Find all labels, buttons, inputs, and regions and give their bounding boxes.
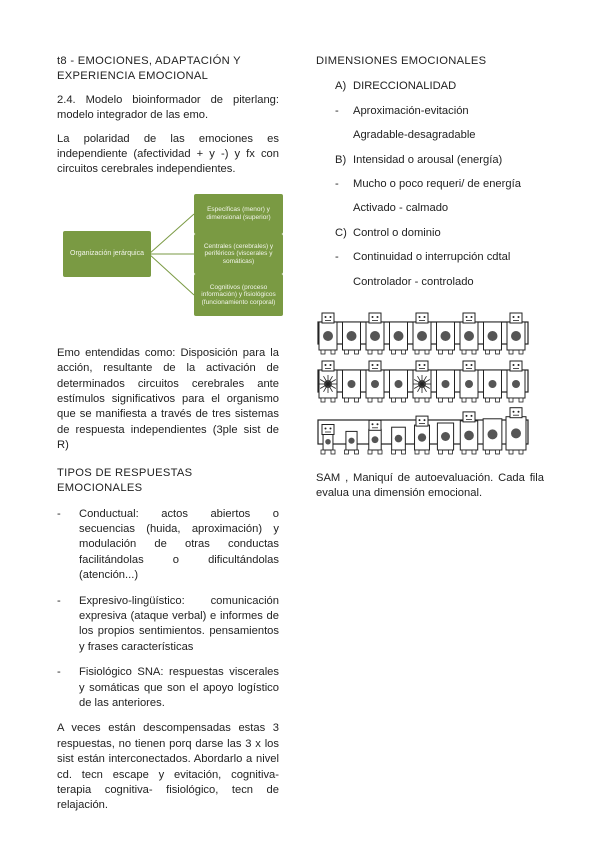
diagram-top-box xyxy=(194,194,283,234)
sam-row-1 xyxy=(318,313,528,354)
dimension-c xyxy=(335,226,544,241)
dimension-a xyxy=(335,79,544,94)
types-heading: TIPOS DE RESPUESTAS EMOCIONALES xyxy=(57,466,193,495)
dimension-b-sub1: Mucho o poco requeri/ de energía xyxy=(353,178,521,191)
list-item: - Mucho o poco requeri/ de energía xyxy=(335,177,544,192)
dimension-a-sub1: Aproximación-evitación xyxy=(353,104,469,117)
page-title-line1: t8 - EMOCIONES, ADAPTACIÓN Y xyxy=(57,55,241,67)
dimension-c-sub1: Continuidad o interrupción cdtal xyxy=(353,251,511,264)
dimension-b-sub2: Activado - calmado xyxy=(353,202,449,215)
response-types-list xyxy=(57,507,279,712)
diagram-mid-label: Centrales (cerebrales) y periféricos (viscerales y somáticas) xyxy=(203,242,274,265)
bullet-fisiologico: Fisiológico SNA: respuestas viscerales y somáticas que son el apoyo logístico de las anteriores. xyxy=(79,666,279,709)
dimension-a-sub2: Agradable-desagradable xyxy=(353,129,476,142)
list-item: - Fisiológico SNA: respuestas viscerales y somáticas que son el apoyo logístico de las anteriores. xyxy=(57,665,279,711)
dimension-c-label: Control o dominio xyxy=(353,226,441,239)
dimension-b-marker: B) xyxy=(335,153,347,166)
list-item xyxy=(335,201,544,216)
list-item: - Expresivo-lingüístico: comunicación expresiva (ataque verbal) e informes de los propios sentimientos. pensamientos y frases características xyxy=(57,594,279,656)
left-column xyxy=(57,54,279,814)
dimension-c-marker: C) xyxy=(335,226,347,239)
list-item: - Conductual: actos abiertos o secuencias (huida, aproximación) y modulación de otras conductas facilitándolas o dificultándolas (atención...) xyxy=(57,507,279,584)
dimension-a-marker: A) xyxy=(335,80,347,93)
diagram-root-label: Organización jerárquica xyxy=(70,249,144,257)
dimensions-heading: DIMENSIONES EMOCIONALES xyxy=(316,55,487,67)
hierarchy-diagram xyxy=(61,194,283,314)
list-item xyxy=(335,128,544,143)
polarity-paragraph: La polaridad de las emociones es independiente (afectividad + y -) y fx con circuitos cerebrales independientes. xyxy=(57,132,279,176)
sam-row-3 xyxy=(318,408,528,454)
dimension-a-label: DIRECCIONALIDAD xyxy=(353,80,457,93)
diagram-root-box xyxy=(63,231,151,277)
sam-row-2 xyxy=(318,361,528,402)
bullet-expresivo: Expresivo-lingüístico: comunicación expresiva (ataque verbal) e informes de los propios sentimientos. pensamientos y frases características xyxy=(79,594,279,653)
diagram-bottom-box xyxy=(194,274,283,316)
section-heading: 2.4. Modelo bioinformador de piterlang: modelo integrador de las emo. xyxy=(57,93,279,122)
definition-paragraph: Emo entendidas como: Disposición para la acción, resultante de la activación de determinados circuitos cerebrales ante estímulos significativos para el organismo que se manifiesta a través de tres sistemas de respuesta independientes (3ple sist de R) xyxy=(57,346,279,452)
list-item xyxy=(335,275,544,290)
page-title-line2: EXPERIENCIA EMOCIONAL xyxy=(57,70,209,83)
sam-manikin-image xyxy=(316,300,530,457)
diagram-bottom-label: Cognitivos (proceso información) y fisiológicos (funcionamiento corporal) xyxy=(201,283,276,306)
dimension-c-sub2: Controlador - controlado xyxy=(353,275,474,288)
dimensions-list xyxy=(335,79,544,290)
diagram-top-label: Específicas (menor) y dimensional (superior) xyxy=(206,206,271,221)
sam-manikin-figure xyxy=(316,300,530,457)
list-item: - Continuidad o interrupción cdtal xyxy=(335,250,544,265)
list-item: - Aproximación-evitación xyxy=(335,104,544,119)
right-column xyxy=(316,54,544,502)
dimension-b-label: Intensidad o arousal (energía) xyxy=(353,153,503,166)
bullet-conductual: Conductual: actos abiertos o secuencias (huida, aproximación) y modulación de otras conductas facilitándolas o dificultándolas (atención...) xyxy=(79,507,279,582)
dimension-b xyxy=(335,153,544,168)
sam-caption: SAM , Maniquí de autoevaluación. Cada fila evalua una dimensión emocional. xyxy=(316,472,544,500)
diagram-mid-box xyxy=(194,234,283,274)
closing-paragraph: A veces están descompensadas estas 3 respuestas, no tienen porq darse las 3 x los sist están interconectados. Abordarlo a nivel cd. tecn escape y evitación, cognitiva- terapia cognitiva- fisiológico, tecn de relajación. xyxy=(57,722,279,812)
